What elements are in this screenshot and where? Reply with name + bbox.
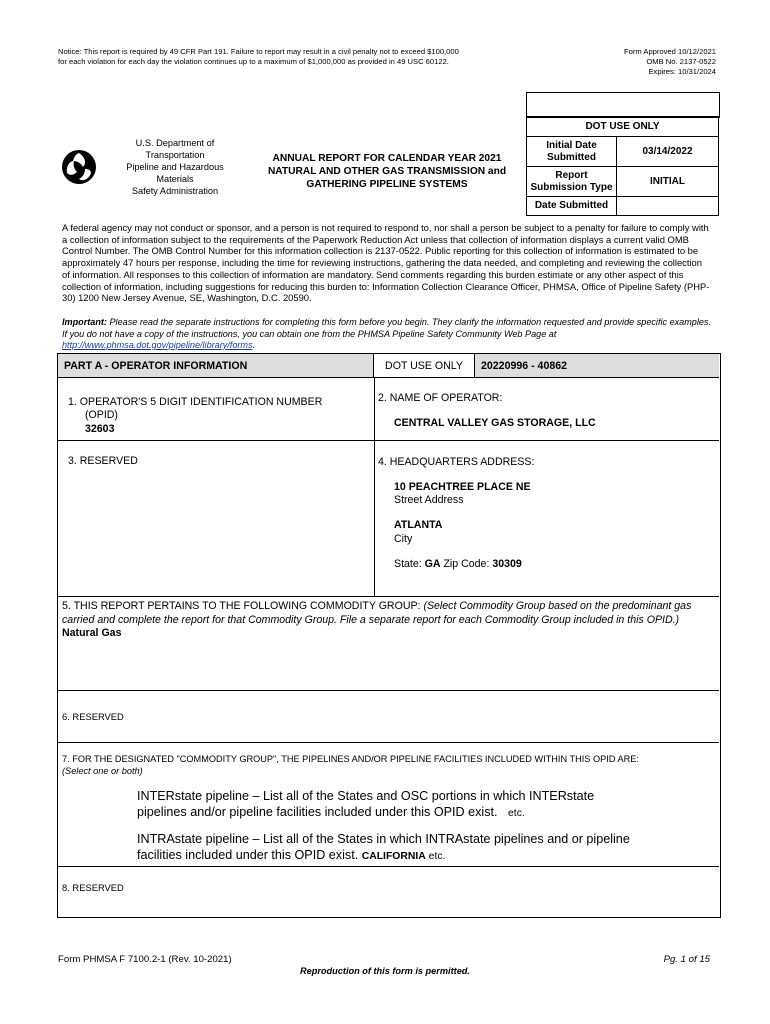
dot-use-only-table [526,116,719,216]
state-zip-line: State: GA Zip Code: 30309 [394,558,522,570]
operator-name-value[interactable]: CENTRAL VALLEY GAS STORAGE, LLC [394,417,596,429]
agency-name: U.S. Department of Transportation Pipeline and Hazardous Materials Safety Administration [126,138,224,196]
divider [58,742,719,743]
city-value[interactable]: ATLANTA [394,519,443,531]
report-title: ANNUAL REPORT FOR CALENDAR YEAR 2021 NATURAL AND OTHER GAS TRANSMISSION and GATHERING PIPELINE SYSTEMS [267,153,507,190]
instructions-link[interactable]: http://www.phmsa.dot.gov/pipeline/library/forms [62,340,253,350]
q6-label: 6. RESERVED [62,711,124,722]
form-id: Form PHMSA F 7100.2-1 (Rev. 10-2021) [58,954,232,965]
report-type-value: INITIAL [617,167,719,197]
street-value[interactable]: 10 PEACHTREE PLACE NE [394,481,531,493]
q1-label: 1. OPERATOR'S 5 DIGIT IDENTIFICATION NUMBER [68,396,323,408]
divider [374,378,375,596]
q8-label: 8. RESERVED [62,882,124,893]
q2-label: 2. NAME OF OPERATOR: [378,392,503,404]
state-value[interactable]: GA [424,558,441,570]
intrastate-option[interactable]: INTRAstate pipeline – List all of the States in which INTRAstate pipelines and or pipeline facilities included under this OPID exist. CALIFORNIA etc. [137,832,630,862]
q3-label: 3. RESERVED [68,455,138,467]
important-note: Important: Please read the separate instructions for completing this form before you begin. They clarify the information requested and provide specific examples. If you do not have a copy of the instructions, you can obtain one from the PHMSA Pipeline Safety Community Web Page at http://www.phmsa.dot.gov/pipeline/library/forms. [62,317,712,350]
initial-date-value: 03/14/2022 [617,137,719,167]
dot-blank-box [526,92,720,118]
report-type-label: Report Submission Type [527,167,617,197]
q1-sub: (OPID) [85,409,118,421]
divider [58,440,719,441]
reproduction-note: Reproduction of this form is permitted. [300,966,470,976]
divider [58,690,719,691]
q4-label: 4. HEADQUARTERS ADDRESS: [378,456,535,468]
date-submitted-value[interactable] [617,197,719,216]
part-a-header: PART A - OPERATOR INFORMATION [58,354,374,378]
dot-triskelion-logo-icon [61,149,97,185]
date-submitted-label: Date Submitted [527,197,617,216]
dot-use-header: DOT USE ONLY [527,117,719,137]
part-a-dot-use: DOT USE ONLY [374,354,475,378]
q7-block: 7. FOR THE DESIGNATED "COMMODITY GROUP", THE PIPELINES AND/OR PIPELINE FACILITIES INCLUDED WITHIN THIS OPID ARE: (Select one or both) [62,754,639,776]
form-approval: Form Approved 10/12/2021 OMB No. 2137-0522 Expires: 10/31/2024 [623,47,716,76]
intrastate-states-value[interactable]: CALIFORNIA [361,851,426,862]
divider [58,866,719,867]
city-label: City [394,533,413,545]
part-a-dot-number: 20220996 - 40862 [475,354,719,378]
page-number: Pg. 1 of 15 [663,954,710,965]
commodity-value[interactable]: Natural Gas [62,627,122,640]
divider [58,596,719,597]
q5-block: 5. THIS REPORT PERTAINS TO THE FOLLOWING COMMODITY GROUP: (Select Commodity Group based on the predominant gas carried and complete the report for that Commodity Group. File a separate report for each Commodity Group included in this OPID.) Natural Gas [62,600,712,641]
paperwork-notice: A federal agency may not conduct or sponsor, and a person is not required to respond to, nor shall a person be subject to a penalty for failure to comply with a collection of information subject to the requirements of the Paperwork Reduction Act unless that collection of information displays a current valid OMB Control Number. The OMB Control Number for this information collection is 2137-0522. Public reporting for this collection of information is estimated to be approximately 47 hours per response, including the time for reviewing instructions, gathering the data needed, and completing and reviewing the collection of information. All responses to this collection of information are mandatory. Send comments regarding this burden estimate or any other aspect of this collection of information, including suggestions for reducing this burden to: Information Collection Clearance Officer, PHMSA, Office of Pipeline Safety (PHP-30) 1200 New Jersey Avenue, SE, Washington, D.C. 20590. [62,222,710,304]
penalty-notice: Notice: This report is required by 49 CFR Part 191. Failure to report may result in a civil penalty not to exceed $100,000 for each violation for each day the violation continues up to a maximum of $1,000,000 as provided in 49 USC 60122. [58,47,459,66]
interstate-option[interactable]: INTERstate pipeline – List all of the States and OSC portions in which INTERstate pipelines and/or pipeline facilities included under this OPID exist. etc. [137,789,595,819]
street-label: Street Address [394,494,464,506]
zip-value[interactable]: 30309 [492,558,522,570]
opid-value[interactable]: 32603 [85,423,115,435]
initial-date-label: Initial Date Submitted [527,137,617,167]
